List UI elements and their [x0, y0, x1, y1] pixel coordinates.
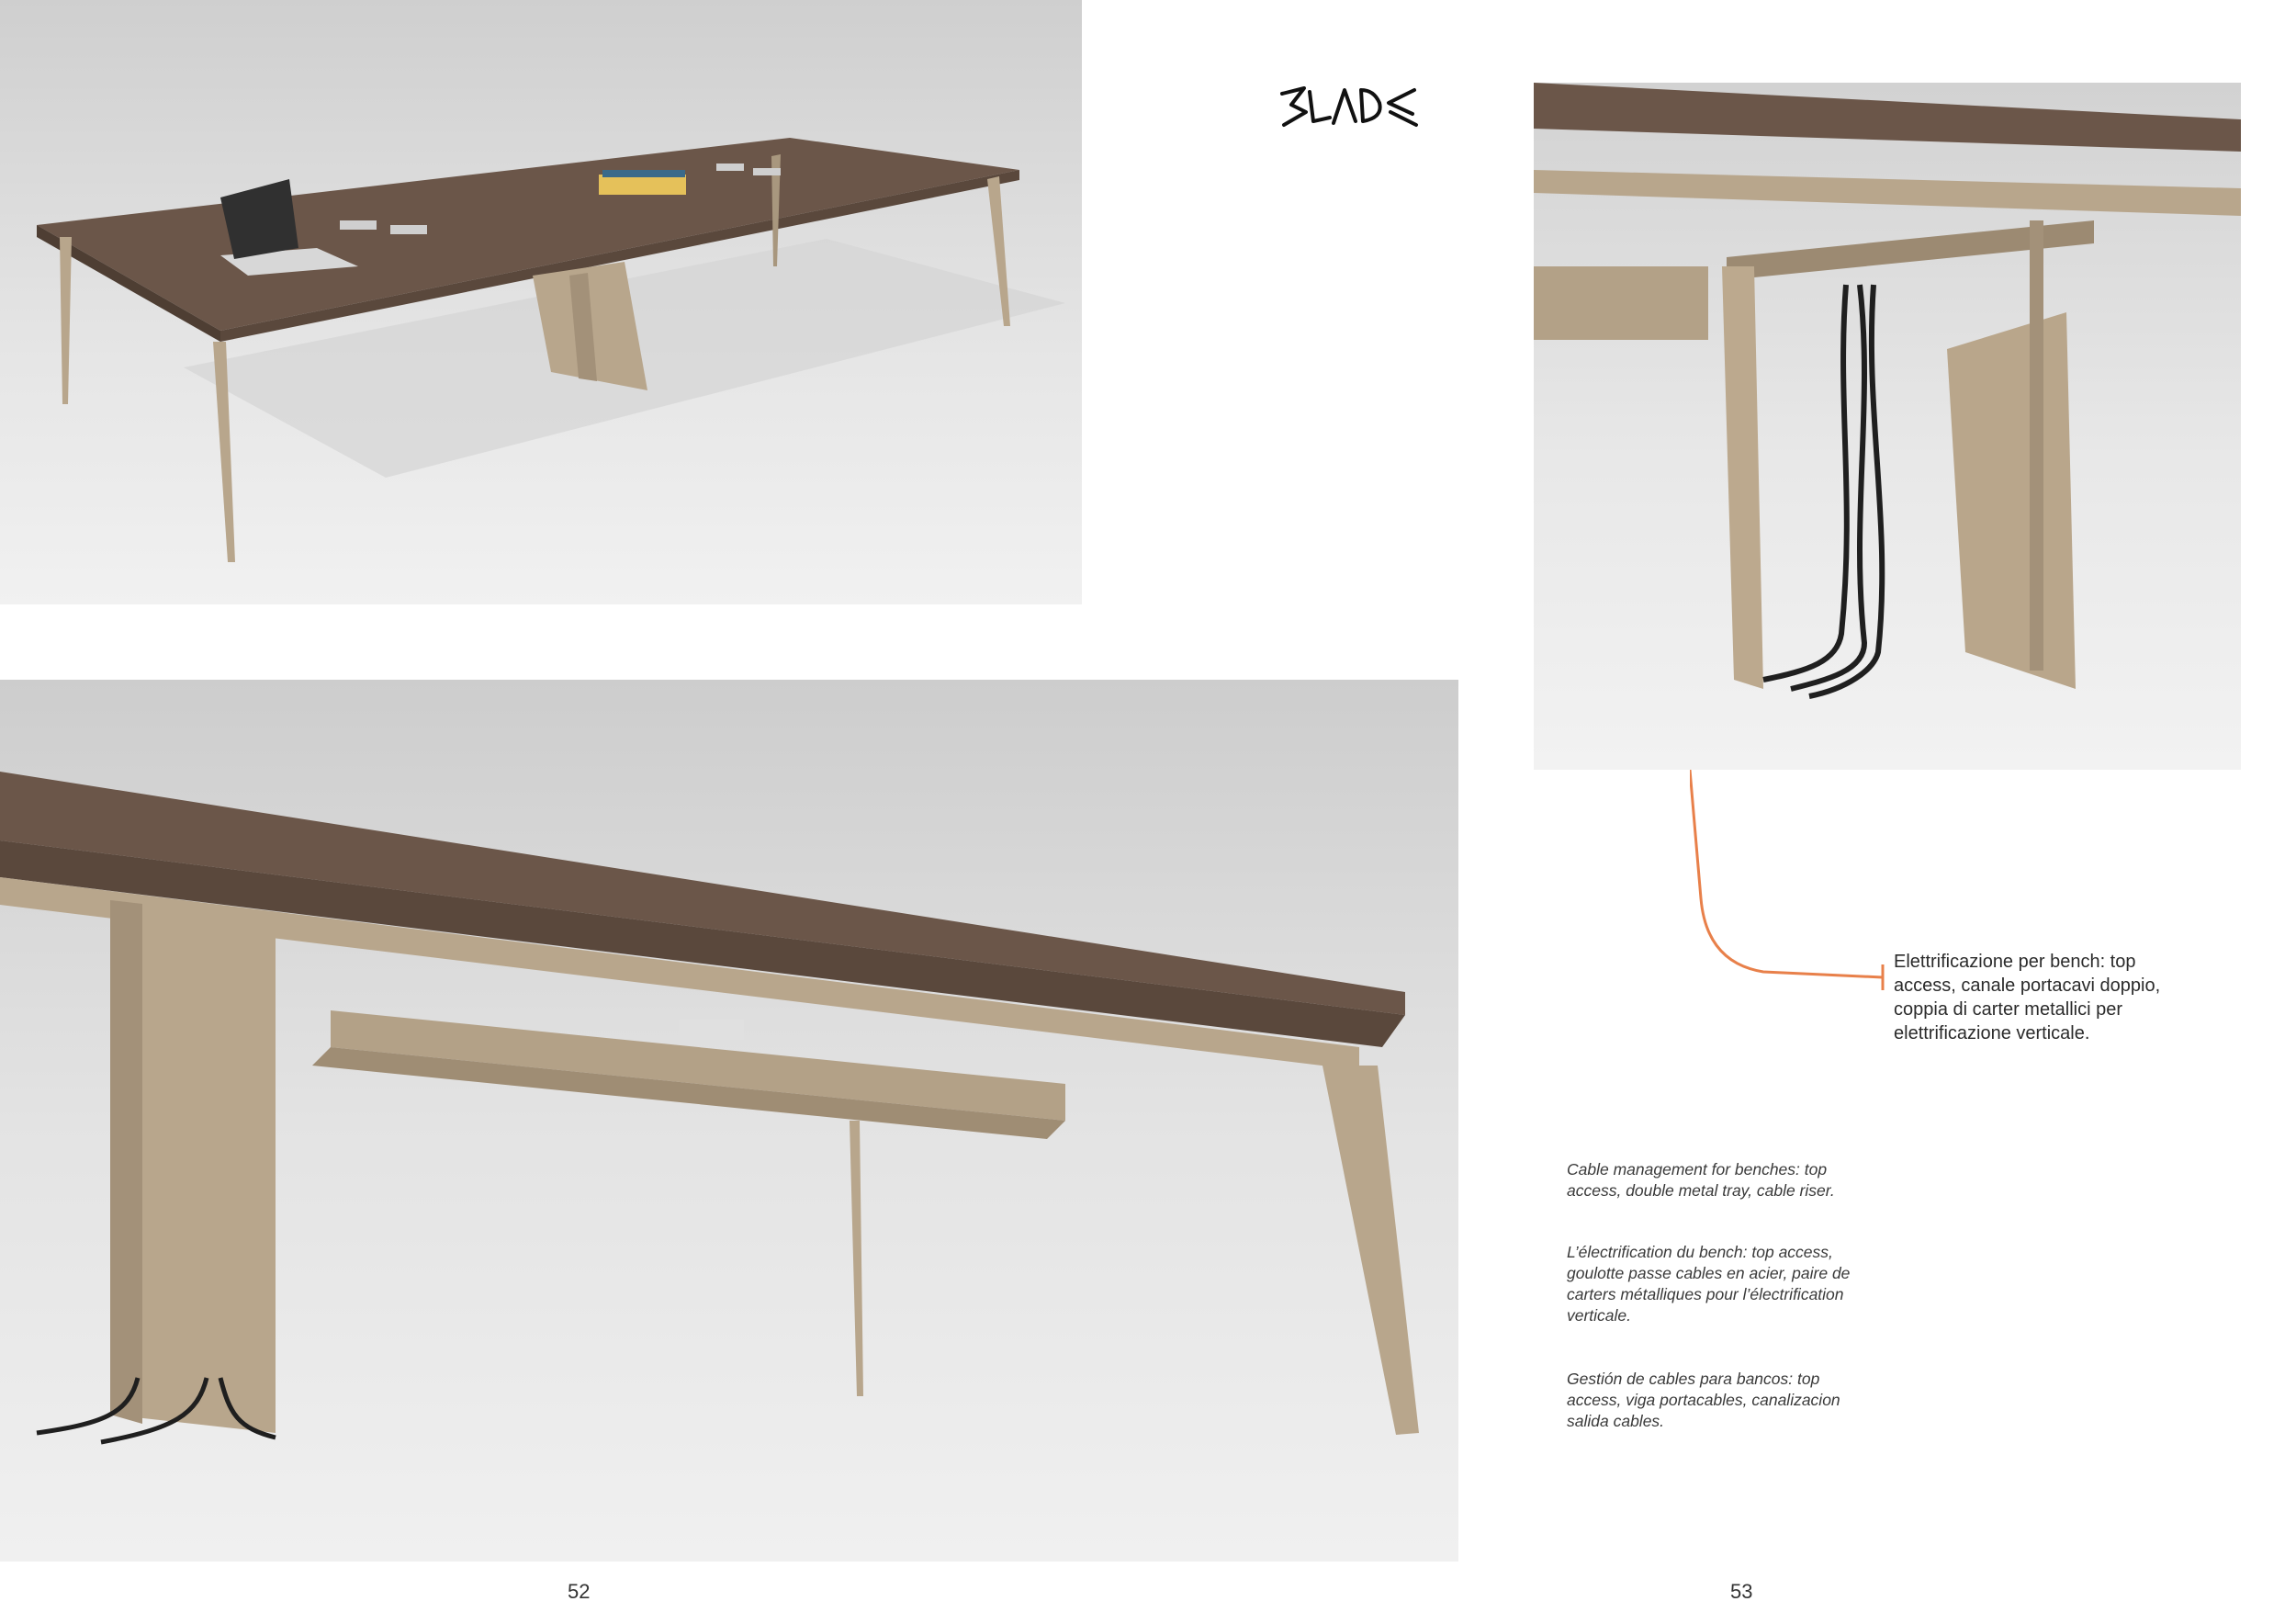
table-underside-photo	[0, 680, 1458, 1562]
page-number-left: 52	[568, 1580, 591, 1603]
brand-logo	[1277, 81, 1424, 138]
callout-line	[1690, 770, 1892, 999]
caption-spanish: Gestión de cables para bancos: top access, viga portacables, canalizacion salida cables.	[1567, 1370, 1840, 1430]
caption-english: Cable management for benches: top access, double metal tray, cable riser.	[1567, 1160, 1835, 1200]
caption-italian: Elettrificazione per bench: top access, canale portacavi doppio, coppia di carter metallici per elettrificazione verticale.	[1894, 952, 2161, 1043]
page-number-right: 53	[1730, 1580, 1753, 1603]
table-overview-photo	[0, 0, 1082, 604]
caption-french: L’électrification du bench: top access, goulotte passe cables en acier, paire de carters métalliques pour l’électrification verticale.	[1567, 1243, 1851, 1325]
cable-riser-detail-photo	[1534, 83, 2241, 770]
